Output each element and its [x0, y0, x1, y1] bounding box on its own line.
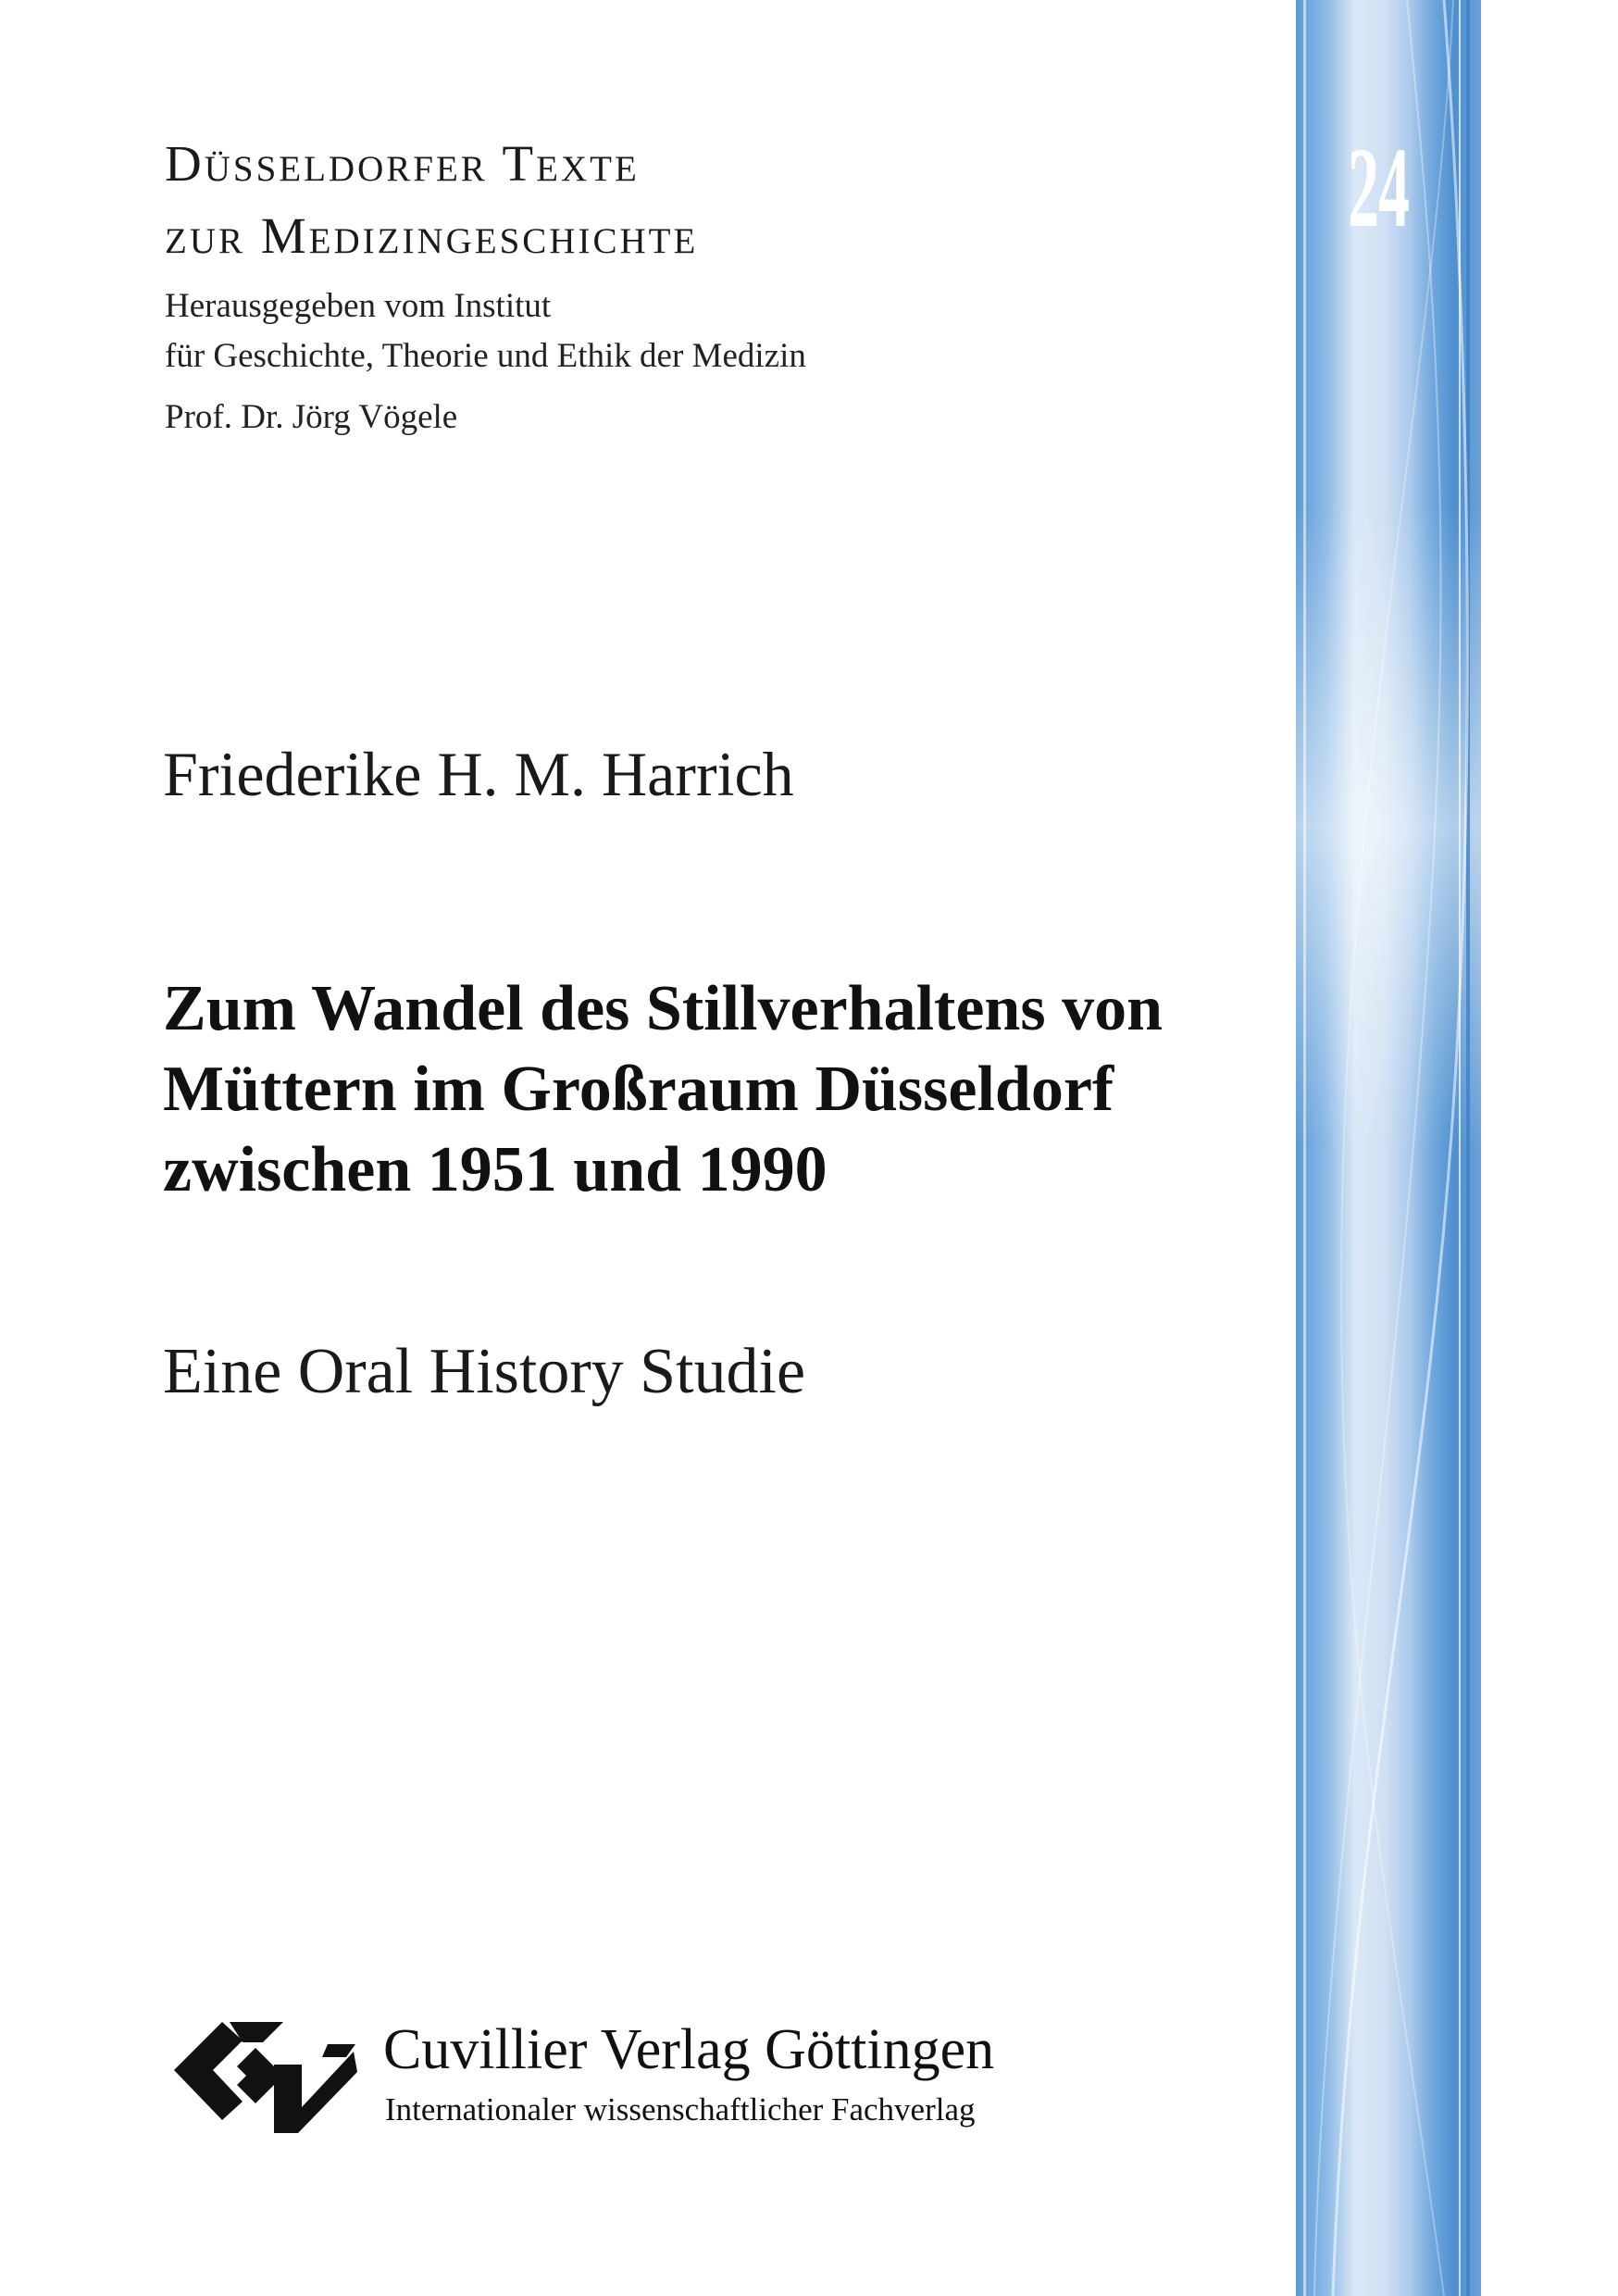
- series-publisher-line1: Herausgegeben vom Institut: [165, 287, 552, 325]
- publisher-block: [165, 2016, 1090, 2146]
- decorative-spine-band: [1296, 0, 1481, 2296]
- series-title-line1: Düsseldorfer Texte: [165, 135, 640, 192]
- series-header: [165, 128, 1276, 443]
- book-title-line2: Müttern im Großraum Düsseldorf: [163, 1054, 1114, 1125]
- book-author: Friederike H. M. Harrich: [163, 739, 794, 809]
- book-subtitle: Eine Oral History Studie: [163, 1336, 806, 1407]
- book-title-line1: Zum Wandel des Stillverhaltens von: [163, 973, 1164, 1044]
- volume-number: 24: [1348, 124, 1409, 251]
- cuvillier-logo-icon: [165, 2016, 359, 2137]
- series-title-line2: zur Medizingeschichte: [165, 207, 699, 264]
- series-editor: Prof. Dr. Jörg Vögele: [165, 398, 458, 436]
- series-publisher-line2: für Geschichte, Theorie und Ethik der Medizin: [165, 337, 806, 375]
- book-title: [163, 968, 1274, 1210]
- publisher-name: Cuvillier Verlag Göttingen: [383, 2018, 995, 2081]
- publisher-tagline: Internationaler wissenschaftlicher Fachverlag: [385, 2091, 976, 2128]
- book-title-line3: zwischen 1951 und 1990: [163, 1134, 828, 1205]
